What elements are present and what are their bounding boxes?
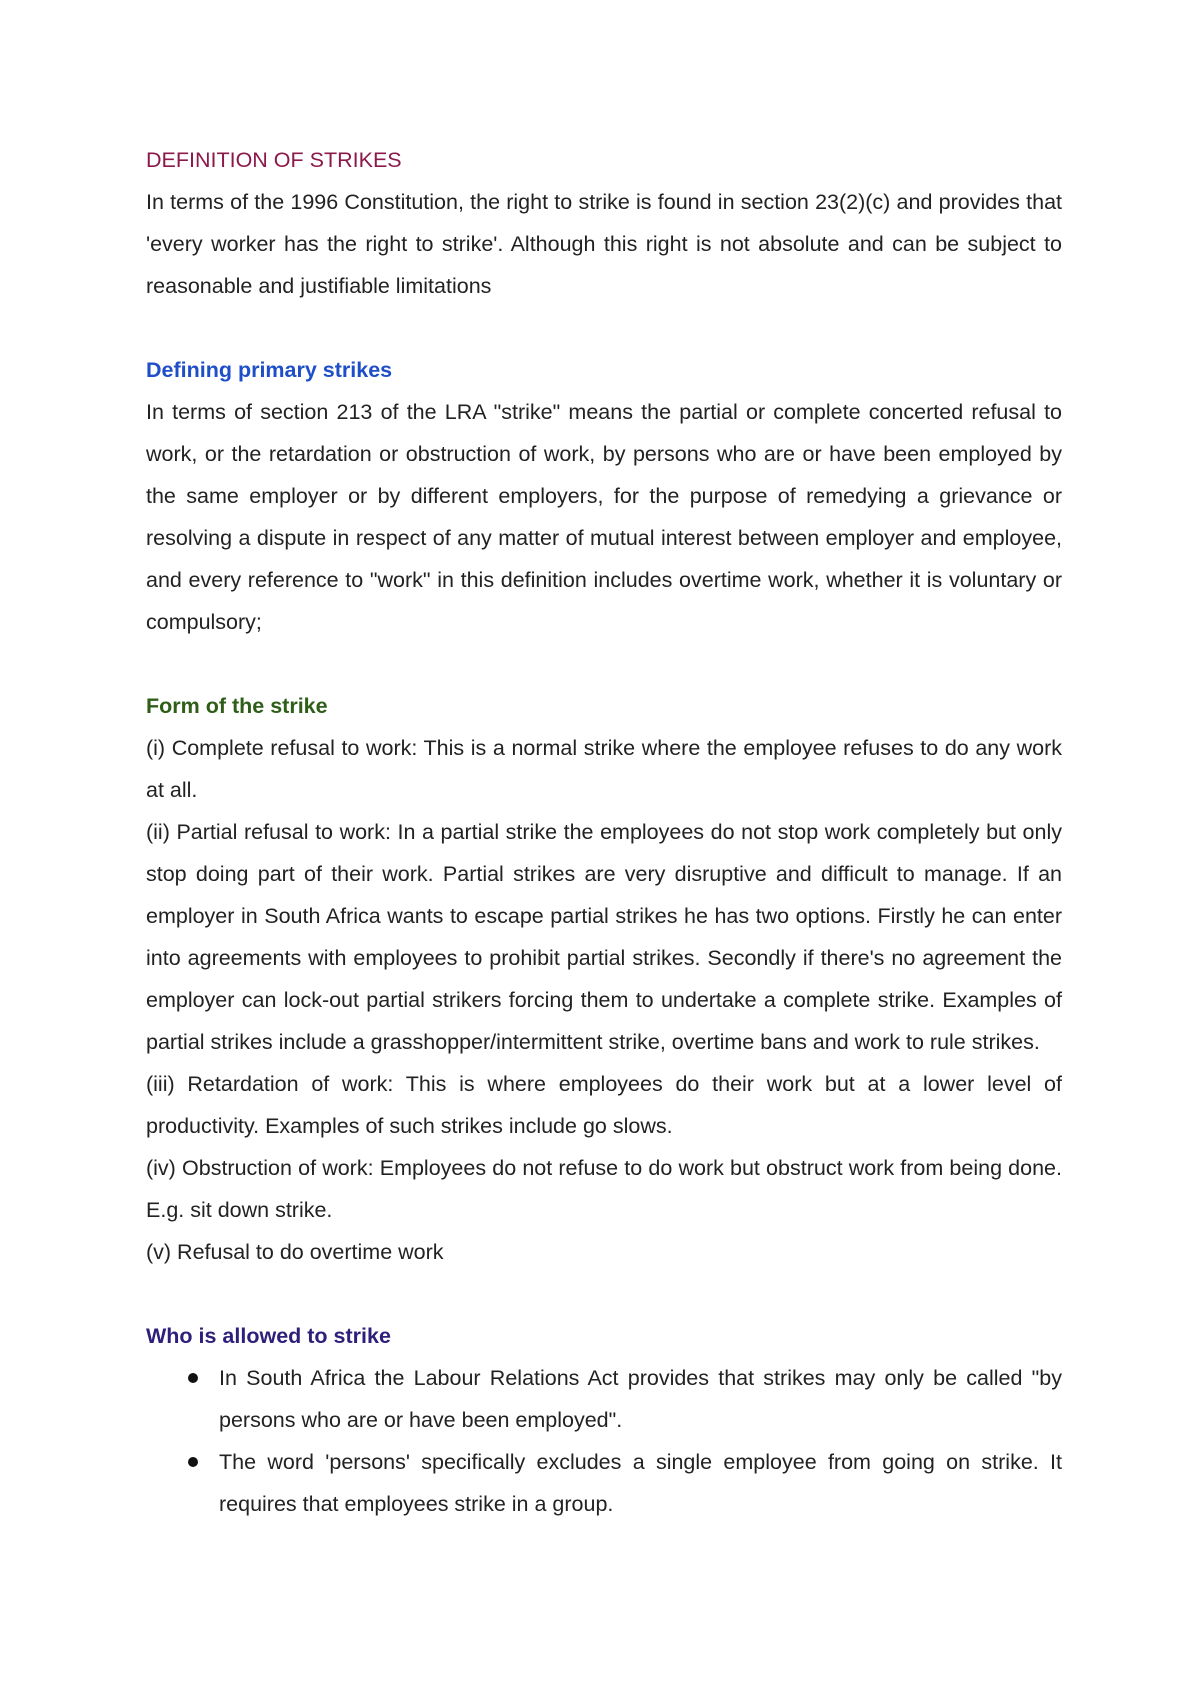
heading-defining-primary-strikes: Defining primary strikes [146, 358, 393, 382]
definition-paragraph: In terms of the 1996 Constitution, the right to strike is found in section 23(2)(c) and provides that 'every worker has the right to strike'. Although this right is not absolute and can be subject to reasonable and justifiable limitations [146, 190, 1062, 298]
form-item-retardation: (iii) Retardation of work: This is where employees do their work but at a lower level of productivity. Examples of such strikes include go slows. [146, 1072, 1062, 1138]
list-item [146, 1441, 1062, 1525]
bullet-text: The word 'persons' specifically excludes a single employee from going on strike. It requires that employees strike in a group. [219, 1450, 1062, 1516]
bullet-text: In South Africa the Labour Relations Act provides that strikes may only be called "by persons who are or have been employed". [219, 1366, 1062, 1432]
spacer [146, 1273, 1062, 1315]
spacer [146, 643, 1062, 685]
form-item-obstruction: (iv) Obstruction of work: Employees do not refuse to do work but obstruct work from being done. E.g. sit down strike. [146, 1156, 1062, 1222]
bullet-dot-icon [188, 1373, 198, 1383]
spacer [146, 307, 1062, 349]
form-item-complete-refusal: (i) Complete refusal to work: This is a normal strike where the employee refuses to do any work at all. [146, 736, 1062, 802]
who-bullet-list [146, 1357, 1062, 1525]
heading-definition-of-strikes: DEFINITION OF STRIKES [146, 148, 402, 172]
form-item-partial-refusal: (ii) Partial refusal to work: In a partial strike the employees do not stop work completely but only stop doing part of their work. Partial strikes are very disruptive and difficult to manage. If an employer in South Africa wants to escape partial strikes he has two options. Firstly he can enter into agreements with employees to prohibit partial strikes. Secondly if there's no agreement the employer can lock-out partial strikers forcing them to undertake a complete strike. Examples of partial strikes include a grasshopper/intermittent strike, overtime bans and work to rule strikes. [146, 820, 1062, 1054]
heading-who-is-allowed-to-strike: Who is allowed to strike [146, 1324, 391, 1348]
list-item [146, 1357, 1062, 1441]
bullet-dot-icon [188, 1457, 198, 1467]
primary-strikes-paragraph: In terms of section 213 of the LRA "strike" means the partial or complete concerted refusal to work, or the retardation or obstruction of work, by persons who are or have been employed by the same employer or by different employers, for the purpose of remedying a grievance or resolving a dispute in respect of any matter of mutual interest between employer and employee, and every reference to "work" in this definition includes overtime work, whether it is voluntary or compulsory; [146, 400, 1062, 634]
document-page [146, 139, 1062, 1525]
form-item-overtime-refusal: (v) Refusal to do overtime work [146, 1240, 444, 1264]
heading-form-of-the-strike: Form of the strike [146, 694, 328, 718]
